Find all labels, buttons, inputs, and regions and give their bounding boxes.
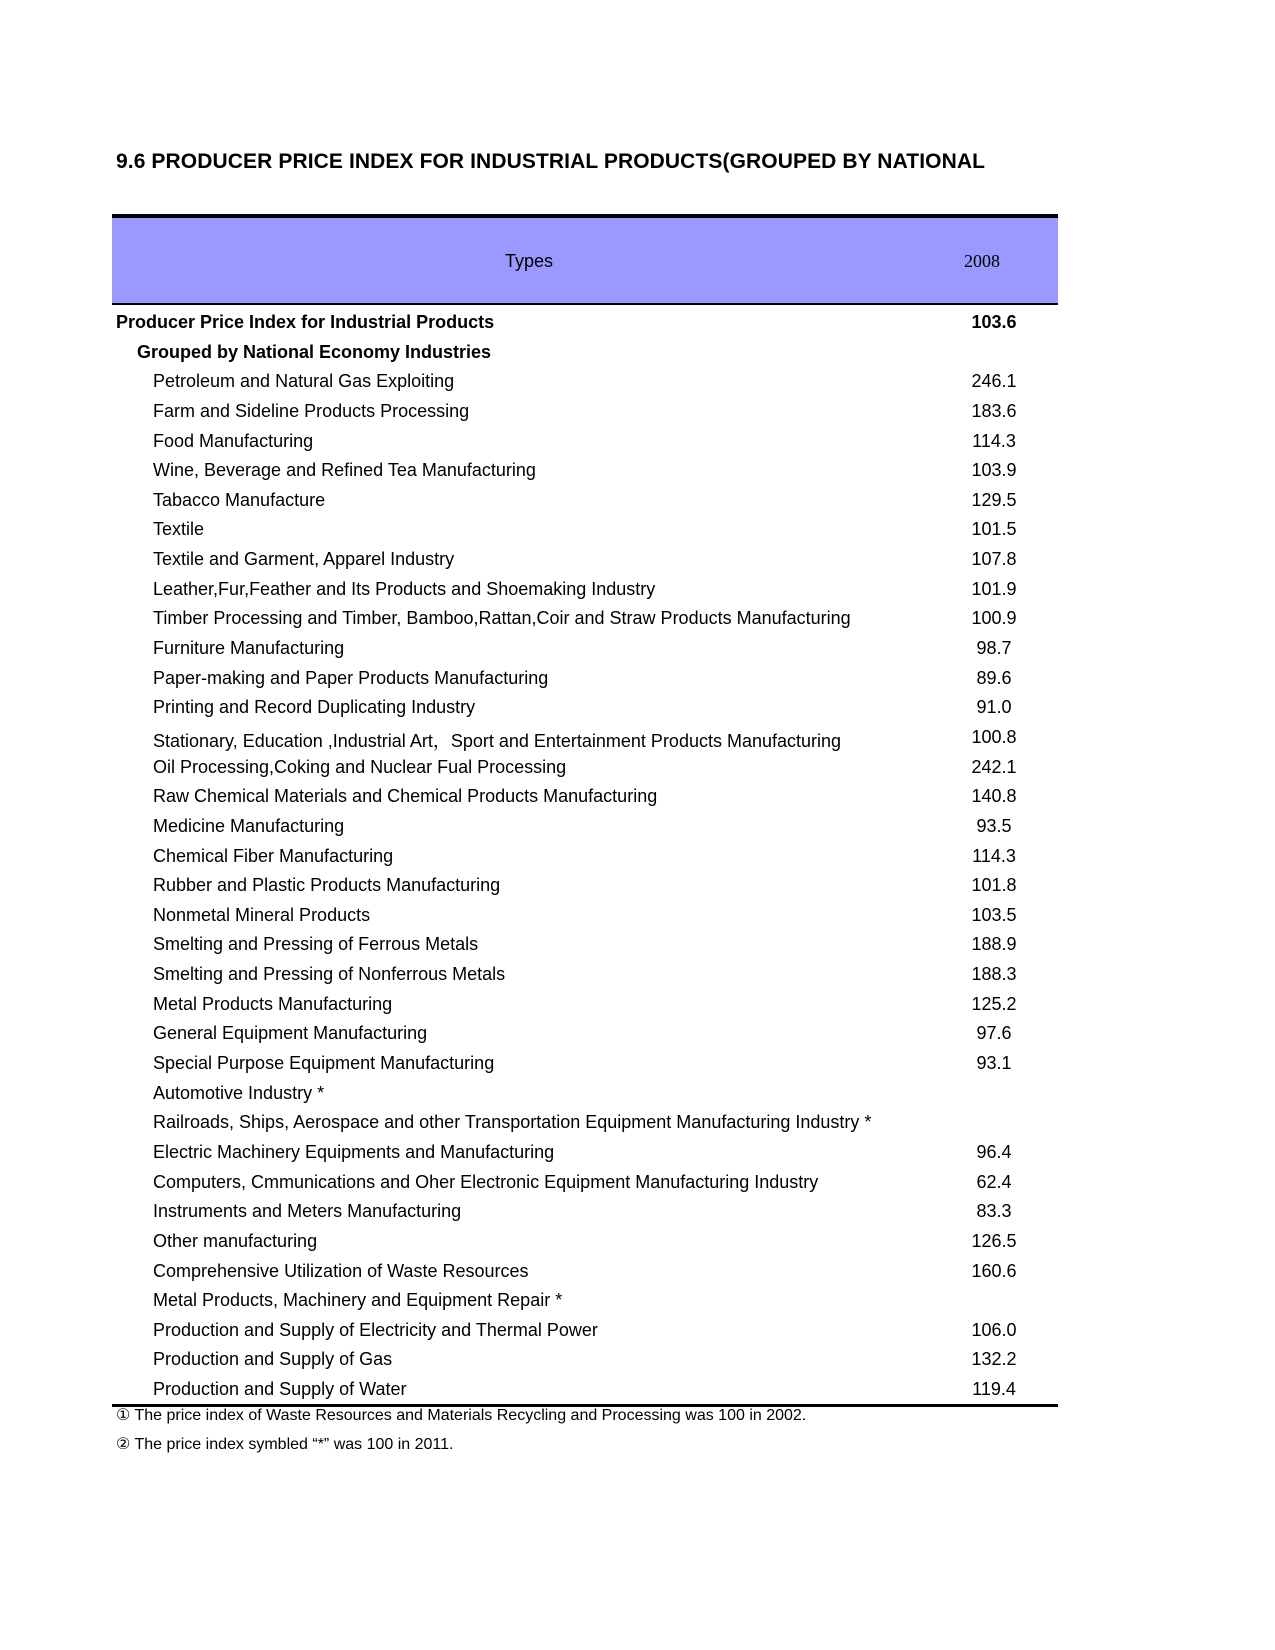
table-row <box>112 1344 1058 1374</box>
row-label: Rubber and Plastic Products Manufacturing <box>153 875 501 896</box>
row-value: 83.3 <box>976 1201 1012 1222</box>
table-row <box>112 1315 1058 1345</box>
table-row <box>112 781 1058 811</box>
table-row <box>112 870 1058 900</box>
row-label: Production and Supply of Gas <box>153 1349 393 1370</box>
table-row <box>112 1196 1058 1226</box>
row-label: Smelting and Pressing of Ferrous Metals <box>153 934 479 955</box>
row-value: 98.7 <box>976 638 1012 659</box>
table-row <box>112 1137 1058 1167</box>
row-label: Paper-making and Paper Products Manufacturing <box>153 667 549 688</box>
row-label: Textile and Garment, Apparel Industry <box>153 549 455 570</box>
table-row <box>112 366 1058 396</box>
table-row <box>112 396 1058 426</box>
row-label: Producer Price Index for Industrial Products <box>116 312 495 332</box>
row-label: Leather,Fur,Feather and Its Products and Shoemaking Industry <box>153 578 656 599</box>
row-value: 103.5 <box>971 904 1017 925</box>
table-row <box>112 722 1058 752</box>
row-value: 103.9 <box>971 460 1017 481</box>
footnote: ① The price index of Waste Resources and Materials Recycling and Processing was 100 in 2002. <box>116 1407 807 1424</box>
row-label: Metal Products, Machinery and Equipment Repair * <box>153 1290 563 1311</box>
table-row <box>112 929 1058 959</box>
row-label: Production and Supply of Water <box>153 1379 407 1400</box>
row-label: Railroads, Ships, Aerospace and other Transportation Equipment Manufacturing Industry * <box>153 1112 872 1133</box>
table-row <box>112 752 1058 782</box>
row-value: 140.8 <box>971 786 1017 807</box>
row-label: Electric Machinery Equipments and Manufacturing <box>153 1141 555 1162</box>
row-value: 242.1 <box>971 756 1017 777</box>
row-label: Oil Processing,Coking and Nuclear Fual Processing <box>153 756 567 777</box>
table-row <box>112 1107 1058 1137</box>
row-label: Furniture Manufacturing <box>153 638 345 659</box>
table-row <box>112 1018 1058 1048</box>
row-value: 132.2 <box>971 1349 1017 1370</box>
table-row <box>112 692 1058 722</box>
table-row <box>112 900 1058 930</box>
row-label: Special Purpose Equipment Manufacturing <box>153 1053 495 1074</box>
row-value: 119.4 <box>972 1379 1016 1400</box>
row-value: 103.6 <box>971 312 1017 332</box>
row-label: Production and Supply of Electricity and Thermal Power <box>153 1319 598 1340</box>
table-row <box>112 1048 1058 1078</box>
row-value: 126.5 <box>971 1230 1017 1251</box>
row-value: 101.9 <box>971 578 1017 599</box>
row-label: Instruments and Meters Manufacturing <box>153 1201 462 1222</box>
row-value: 114.3 <box>972 845 1016 866</box>
table-row <box>112 811 1058 841</box>
row-value: 101.5 <box>971 519 1017 540</box>
row-label: Metal Products Manufacturing <box>153 993 393 1014</box>
row-label: Computers, Cmmunications and Oher Electronic Equipment Manufacturing Industry <box>153 1171 819 1192</box>
row-value: 93.1 <box>976 1053 1012 1074</box>
row-value: 96.4 <box>976 1141 1012 1162</box>
row-label: Tabacco Manufacture <box>153 489 326 510</box>
table-row <box>112 959 1058 989</box>
table-row <box>112 514 1058 544</box>
table-row <box>112 841 1058 871</box>
row-value: 100.9 <box>971 608 1017 629</box>
table-row <box>112 1285 1058 1315</box>
table-body <box>112 305 1058 1407</box>
footnote: ② The price index symbled “*” was 100 in 2011. <box>116 1436 454 1453</box>
row-label: Raw Chemical Materials and Chemical Products Manufacturing <box>153 786 658 807</box>
table-row <box>112 1256 1058 1286</box>
row-value: 107.8 <box>971 549 1017 570</box>
row-value: 91.0 <box>976 697 1012 718</box>
table-row <box>112 426 1058 456</box>
row-label: Petroleum and Natural Gas Exploiting <box>153 371 455 392</box>
header-year: 2008 <box>964 251 1000 271</box>
row-value: 188.9 <box>971 934 1017 955</box>
row-value: 89.6 <box>976 667 1012 688</box>
row-value: 93.5 <box>976 815 1012 836</box>
price-index-table <box>112 214 1058 1407</box>
row-label: Timber Processing and Timber, Bamboo,Rattan,Coir and Straw Products Manufacturing <box>153 608 851 629</box>
table-row <box>112 1167 1058 1197</box>
table-row <box>112 455 1058 485</box>
header-types: Types <box>504 251 554 271</box>
row-label: Farm and Sideline Products Processing <box>153 400 470 421</box>
footnotes <box>116 1405 806 1463</box>
row-value: 100.8 <box>971 726 1017 747</box>
table-row <box>112 574 1058 604</box>
row-label: Automotive Industry * <box>153 1082 325 1103</box>
table-header <box>112 214 1058 305</box>
table-row <box>112 337 1058 367</box>
row-label: Food Manufacturing <box>153 430 314 451</box>
row-value: 160.6 <box>971 1260 1017 1281</box>
row-label: Stationary, Education ,Industrial Art，Sport and Entertainment Products Manufacturing <box>153 730 842 751</box>
row-label: Grouped by National Economy Industries <box>137 341 492 362</box>
row-value: 114.3 <box>972 430 1016 451</box>
table-row <box>112 663 1058 693</box>
row-value: 97.6 <box>976 1023 1012 1044</box>
table-row <box>112 544 1058 574</box>
row-label: Comprehensive Utilization of Waste Resources <box>153 1260 529 1281</box>
table-row <box>112 633 1058 663</box>
row-label: Medicine Manufacturing <box>153 815 345 836</box>
table-row <box>112 1374 1058 1404</box>
row-value: 129.5 <box>971 489 1017 510</box>
row-value: 62.4 <box>976 1171 1012 1192</box>
row-label: Printing and Record Duplicating Industry <box>153 697 476 718</box>
table-row <box>112 603 1058 633</box>
row-label: Chemical Fiber Manufacturing <box>153 845 394 866</box>
table-row <box>112 1078 1058 1108</box>
row-label: Textile <box>153 519 205 540</box>
page-title: 9.6 PRODUCER PRICE INDEX FOR INDUSTRIAL PRODUCTS(GROUPED BY NATIONAL <box>116 150 986 173</box>
row-value: 125.2 <box>971 993 1017 1014</box>
row-label: Wine, Beverage and Refined Tea Manufacturing <box>153 460 536 481</box>
row-label: Other manufacturing <box>153 1230 318 1251</box>
table-row <box>112 485 1058 515</box>
row-value: 188.3 <box>971 964 1017 985</box>
row-label: General Equipment Manufacturing <box>153 1023 428 1044</box>
row-label: Nonmetal Mineral Products <box>153 904 371 925</box>
table-row <box>112 1226 1058 1256</box>
table-row <box>112 989 1058 1019</box>
row-value: 246.1 <box>971 371 1017 392</box>
row-value: 183.6 <box>971 400 1017 421</box>
table-row <box>112 307 1058 337</box>
row-label: Smelting and Pressing of Nonferrous Metals <box>153 964 506 985</box>
row-value: 106.0 <box>971 1319 1017 1340</box>
row-value: 101.8 <box>971 875 1017 896</box>
